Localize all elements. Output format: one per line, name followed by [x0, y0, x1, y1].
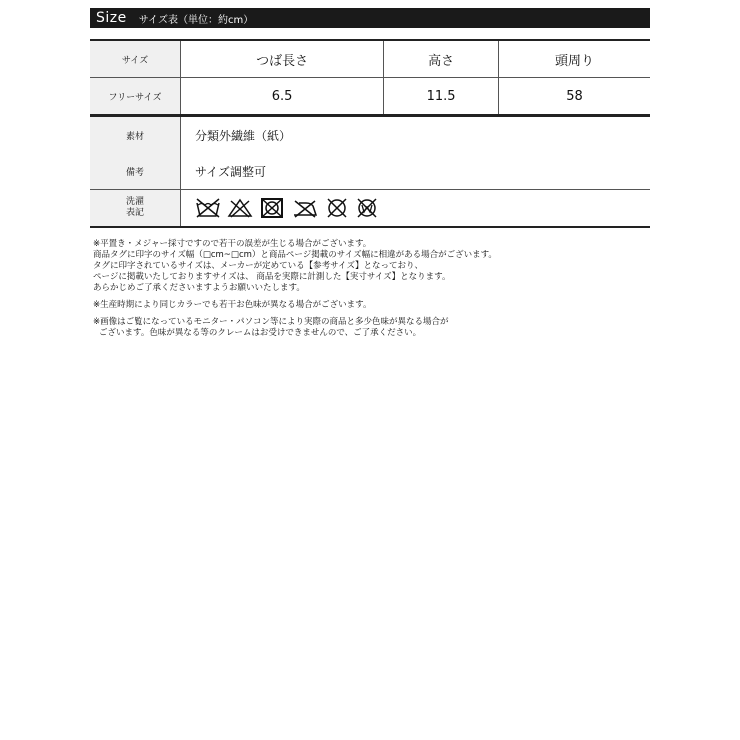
note-line: ※画像はご覧になっているモニター・パソコン等により実際の商品と多少色味が異なる場合が — [93, 317, 449, 327]
height-value: 11.5 — [384, 78, 499, 116]
disclaimer-notes — [93, 239, 653, 339]
no-iron-icon — [291, 197, 319, 219]
note-line: ページに掲載いたしておりますサイズは、 商品を実際に計測した【実寸サイズ】となります。 — [93, 272, 451, 282]
spec-table — [90, 115, 650, 228]
note-line: タグに印字されているサイズは、メーカーが定めている【参考サイズ】となっており、 — [93, 261, 423, 271]
notes-row — [90, 153, 650, 190]
brim-length-header: つば長さ — [181, 40, 384, 78]
size-table — [90, 39, 650, 116]
size-header-bar — [90, 8, 650, 28]
brim-length-value: 6.5 — [181, 78, 384, 116]
wash-label-line1: 洗濯 — [125, 197, 144, 207]
size-table-data-row — [90, 78, 650, 116]
wash-icons — [195, 197, 650, 219]
head-circumference-value: 58 — [499, 78, 650, 116]
note-line: 商品タグに印字のサイズ幅（□cm~□cm）と商品ページ掲載のサイズ幅に相違がある場合がございます。 — [93, 250, 497, 260]
header-size-label: Size — [96, 10, 127, 26]
no-wash-icon — [195, 197, 221, 219]
note-line: ございます。色味が異なる等のクレームはお受けできませんので、ご了承ください。 — [99, 328, 422, 338]
material-row — [90, 116, 650, 153]
material-value: 分類外繊維（紙） — [181, 116, 651, 153]
note-line: ※生産時期により同じカラーでも若干お色味が異なる場合がございます。 — [93, 300, 372, 310]
head-circumference-header: 頭周り — [499, 40, 650, 78]
wash-label-line2: 表記 — [125, 208, 144, 218]
size-table-header-row — [90, 40, 650, 78]
size-free-label: フリーサイズ — [90, 78, 181, 116]
note-line: ※平置き・メジャー採寸ですので若干の誤差が生じる場合がございます。 — [93, 239, 372, 249]
note-line: あらかじめご了承くださいますようお願いいたします。 — [93, 283, 305, 293]
wash-row — [90, 190, 650, 228]
header-subtitle: サイズ表（単位：約cm） — [138, 14, 254, 26]
height-header: 高さ — [384, 40, 499, 78]
no-dry-clean-icon — [325, 197, 349, 219]
wash-label — [90, 190, 181, 228]
material-label: 素材 — [90, 116, 181, 153]
wash-icons-cell — [181, 190, 651, 228]
notes-value: サイズ調整可 — [181, 153, 651, 190]
no-wet-clean-icon — [355, 197, 379, 219]
size-column-header: サイズ — [90, 40, 181, 78]
no-tumble-dry-icon — [259, 197, 285, 219]
no-bleach-icon — [227, 197, 253, 219]
notes-label: 備考 — [90, 153, 181, 190]
